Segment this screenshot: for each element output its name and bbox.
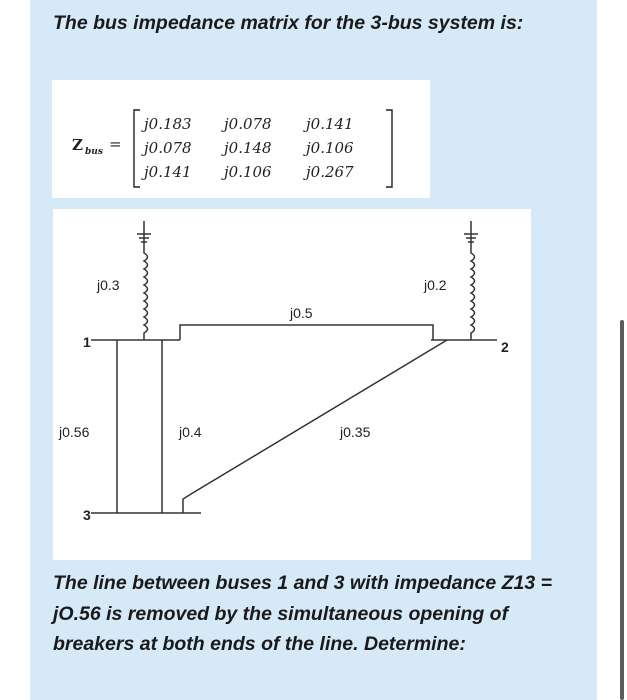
line-1-3-label: j0.56 (59, 424, 90, 440)
bus-1-label: 1 (83, 334, 91, 350)
gen1-impedance-label: j0.3 (97, 277, 120, 293)
gen2-impedance-label: j0.2 (424, 277, 447, 293)
left-bracket (134, 110, 140, 187)
reactance-coil-icon (471, 242, 475, 340)
bus-3-label: 3 (83, 507, 91, 523)
scrollbar-thumb[interactable] (620, 320, 624, 700)
matrix-label: Z (72, 136, 83, 154)
line-2-3-label: j0.35 (340, 424, 371, 440)
matrix-cell: j0.148 (224, 139, 272, 157)
reactance-coil-icon (144, 242, 148, 340)
matrix-cell: j0.267 (306, 163, 354, 181)
question-heading: The bus impedance matrix for the 3-bus system is: (53, 12, 524, 34)
line-1-3-inner-label: j0.4 (179, 424, 202, 440)
matrix-cell: j0.141 (306, 115, 354, 133)
line-1-2-label: j0.5 (290, 305, 313, 321)
ground-icon (137, 221, 151, 242)
matrix-cell: j0.106 (306, 139, 354, 157)
matrix-equals: = (109, 135, 122, 153)
circuit-diagram (53, 209, 531, 560)
matrix-cell: j0.183 (144, 115, 192, 133)
right-bracket (386, 110, 392, 187)
zbus-matrix-image (52, 80, 430, 198)
matrix-cell: j0.078 (144, 139, 192, 157)
line-1-2 (180, 325, 433, 340)
question-footer: The line between buses 1 and 3 with impedance Z13 = jO.56 is removed by the simultaneous opening of breakers at both ends of the line. Determine: (53, 572, 553, 655)
matrix-label-subscript: bus (85, 147, 103, 157)
bus-2-label: 2 (501, 339, 509, 355)
line-2-3 (183, 340, 447, 513)
ground-icon (464, 221, 478, 242)
matrix-cell: j0.078 (224, 115, 272, 133)
matrix-cell: j0.106 (224, 163, 272, 181)
matrix-cell: j0.141 (144, 163, 192, 181)
